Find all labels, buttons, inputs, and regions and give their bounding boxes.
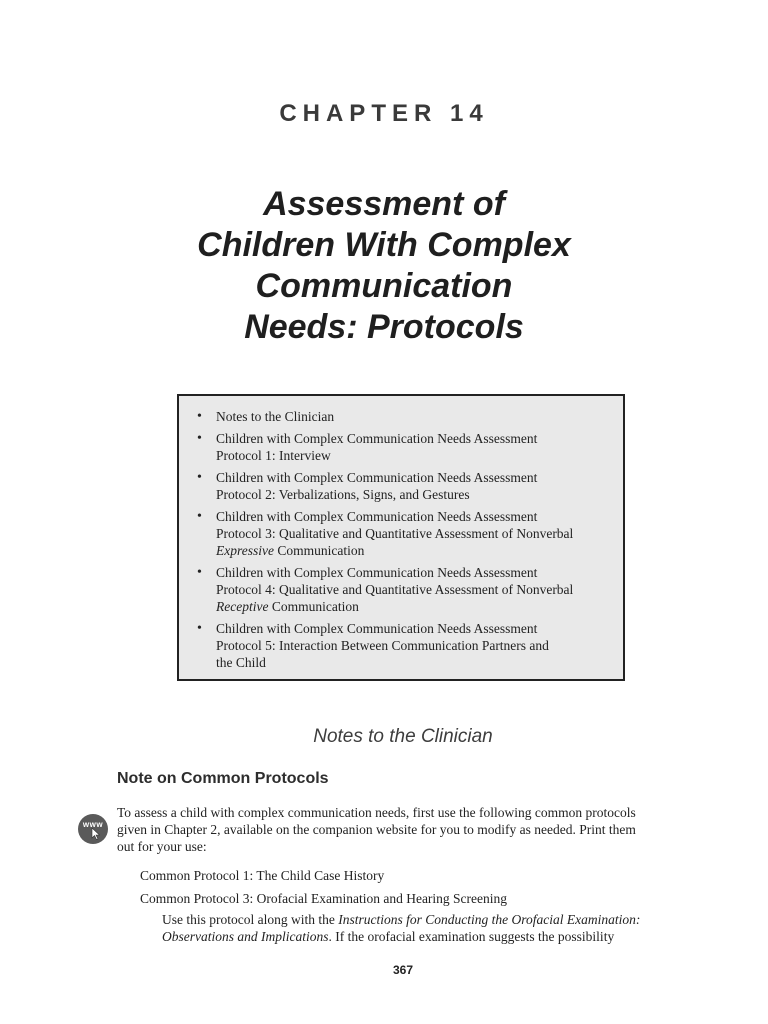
- contents-item-text: Communication: [273, 543, 365, 558]
- paragraph-line: To assess a child with complex communication needs, first use the following common protocols: [117, 805, 636, 820]
- intro-paragraph: [117, 804, 697, 855]
- cursor-arrow-icon: [91, 828, 100, 840]
- contents-item-line: • Children with Complex Communication Needs Assessment: [216, 431, 538, 446]
- contents-item-line: • Children with Complex Communication Needs Assessment: [216, 565, 538, 580]
- emphasis-text: Observations and Implications: [162, 929, 329, 944]
- chapter-title: [0, 184, 768, 348]
- chapter-title-line: Children With Complex: [197, 226, 571, 264]
- contents-item-line: [216, 542, 607, 559]
- emphasis-text: Instructions for Conducting the Orofacial Examination:: [338, 912, 641, 927]
- instruction-paragraph: [162, 911, 702, 945]
- contents-item-line: Protocol 5: Interaction Between Communication Partners and: [216, 638, 549, 653]
- chapter-title-line: Communication: [255, 267, 513, 305]
- contents-item-line: • Children with Complex Communication Needs Assessment: [216, 470, 538, 485]
- emphasis-text: Receptive: [216, 599, 269, 614]
- paragraph-line: [162, 911, 702, 928]
- chapter-contents-list: [195, 408, 607, 671]
- contents-item-line: Protocol 3: Qualitative and Quantitative Assessment of Nonverbal: [216, 526, 574, 541]
- www-icon[interactable]: [78, 814, 108, 844]
- contents-item-line: [216, 598, 607, 615]
- contents-item-line: the Child: [216, 655, 266, 670]
- contents-item-line: • Notes to the Clinician: [216, 409, 335, 424]
- contents-item-line: • Children with Complex Communication Needs Assessment: [216, 621, 538, 636]
- emphasis-text: Expressive: [216, 543, 274, 558]
- contents-item-text: Communication: [268, 599, 359, 614]
- contents-item-line: • Children with Complex Communication Needs Assessment: [216, 509, 538, 524]
- contents-item: [195, 408, 607, 425]
- protocol-item: Common Protocol 3: Orofacial Examination and Hearing Screening: [140, 891, 508, 906]
- contents-item-line: Protocol 1: Interview: [216, 448, 331, 463]
- chapter-label: CHAPTER 14: [279, 100, 489, 127]
- contents-item-line: Protocol 2: Verbalizations, Signs, and Gestures: [216, 487, 470, 502]
- chapter-title-line: Needs: Protocols: [244, 308, 524, 346]
- instruction-text: . If the orofacial examination suggests the possibility: [328, 929, 615, 944]
- protocol-item: Common Protocol 1: The Child Case History: [140, 868, 385, 883]
- instruction-text: Use this protocol along with the: [162, 912, 339, 927]
- contents-item-line: Protocol 4: Qualitative and Quantitative Assessment of Nonverbal: [216, 582, 574, 597]
- subheading: Note on Common Protocols: [117, 770, 329, 787]
- page-number: 367: [392, 963, 414, 977]
- paragraph-line: [162, 928, 702, 945]
- paragraph-line: out for your use:: [117, 839, 207, 854]
- contents-item: [195, 430, 607, 464]
- contents-item: [195, 469, 607, 503]
- chapter-contents-box: [177, 394, 625, 681]
- chapter-title-line: Assessment of: [263, 185, 505, 223]
- contents-item: [195, 508, 607, 559]
- contents-item: [195, 564, 607, 615]
- contents-item: [195, 620, 607, 671]
- paragraph-line: given in Chapter 2, available on the companion website for you to modify as needed. Print them: [117, 822, 636, 837]
- www-badge-label: www: [82, 820, 104, 829]
- section-heading: Notes to the Clinician: [313, 726, 493, 747]
